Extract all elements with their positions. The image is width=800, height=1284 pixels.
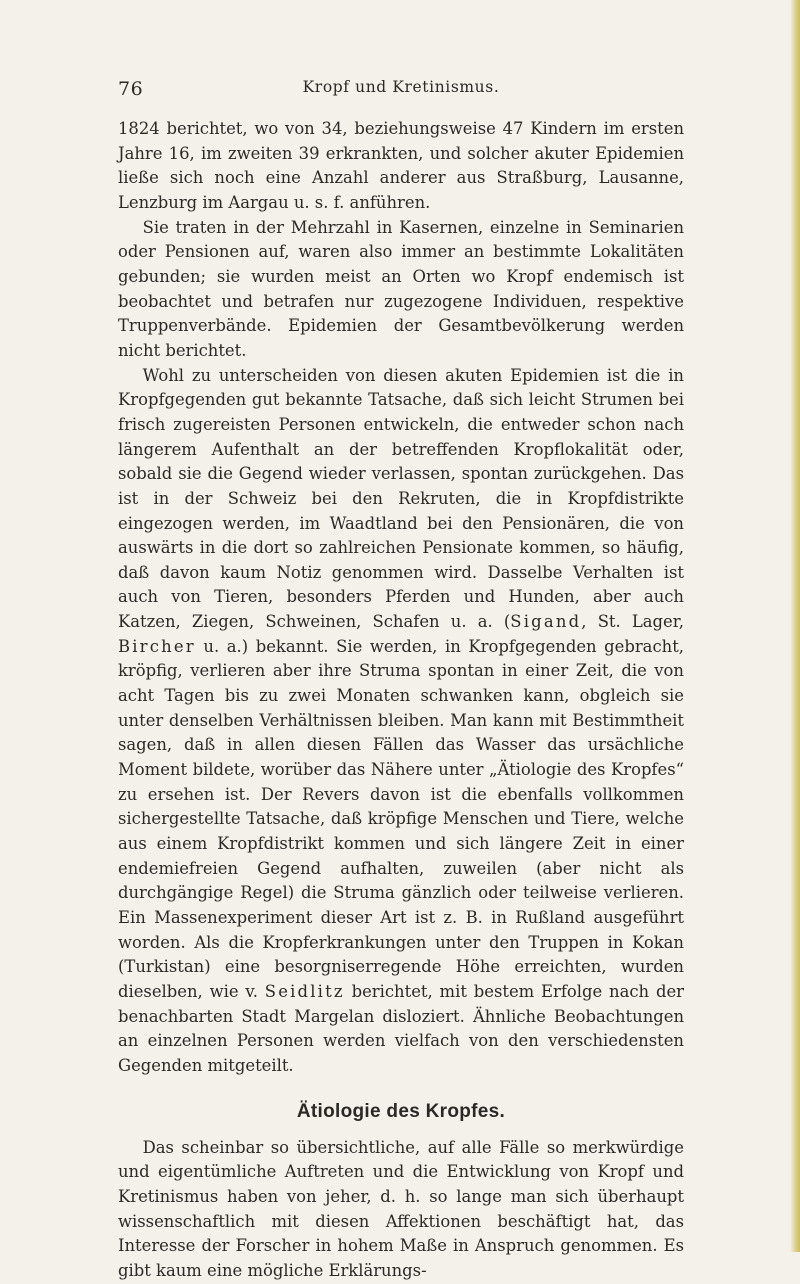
author-name-bircher: Bircher [118, 636, 196, 656]
paragraph-2: Sie traten in der Mehrzahl in Kasernen, einzelne in Seminarien oder Pensionen auf, waren also immer an bestimmte Lokalitäten gebunden; sie wurden meist an Orten wo Kropf endemisch ist beobachtet und betrafen nur zugezogene Individuen, respektive Truppenverbände. Epidemien der Gesamtbevölkerung werden nicht berichtet. [118, 217, 684, 360]
author-name-seidlitz: Seidlitz [264, 981, 345, 1001]
page-number: 76 [118, 78, 144, 100]
page-header [118, 78, 684, 102]
author-name-st-lager: St. Lager [597, 612, 679, 632]
paragraph-3-text-1: Wohl zu unterscheiden von diesen akuten Epidemien ist die in Kropfgegenden gut bekannte Tatsache, daß sich leicht Strumen bei frisch zugereisten Personen entwickeln, die entweder schon nach längerem Aufenthalt an der betreffenden Kropflokalität oder, sobald sie die Gegend wieder verlassen, spontan zurückgehen. Das ist in der Schweiz bei den Rekruten, die in Kropfdistrikte eingezogen werden, im Waadtland bei den Pensionären, die von auswärts in die dort so zahlreichen Pensionate kommen, so häufig, daß davon kaum Notiz genommen wird. Dasselbe Verhalten ist auch von Tieren, besonders Pferden und Hunden, aber auch Katzen, Ziegen, Schweinen, Schafen u. a. ( [118, 365, 684, 632]
paragraph-3-text-2: , [581, 612, 598, 632]
running-head: Kropf und Kretinismus. [302, 78, 500, 96]
paragraph-4: Das scheinbar so übersichtliche, auf alle Fälle so merkwürdige und eigentümliche Auftreten und die Entwicklung von Kropf und Kretinismus haben von jeher, d. h. so lange man sich überhaupt wissenschaftlich mit diesen Affektionen beschäftigt hat, das Interesse der Forscher in hohem Maße in Anspruch genommen. Es gibt kaum eine mögliche Erklärungs- [118, 1137, 684, 1280]
paragraph-3-text-4: u. a.) bekannt. Sie werden, in Kropfgegenden gebracht, kröpfig, verlieren aber ihre Struma spontan in einer Zeit, die von acht Tagen bis zu zwei Monaten schwanken kann, obgleich sie unter denselben Verhältnissen bleiben. Man kann mit Bestimmtheit sagen, daß in allen diesen Fällen das Wasser das ursächliche Moment bildete, worüber das Nähere unter „Ätiologie des Kropfes“ zu ersehen ist. Der Revers davon ist die ebenfalls vollkommen sichergestellte Tatsache, daß kröpfige Menschen und Tiere, welche aus einem Kropfdistrikt kommen und sich längere Zeit in einer endemiefreien Gegend aufhalten, zuweilen (aber nicht als durchgängige Regel) die Struma gänzlich oder teilweise verlieren. Ein Massenexperiment dieser Art ist z. B. in Rußland ausgeführt worden. Als die Kropferkrankungen unter den Truppen in Kokan (Turkistan) eine besorgniserregende Höhe erreichten, wurden dieselben, wie v. [118, 636, 684, 1001]
paragraph-3-text-5: berichtet, mit bestem Erfolge nach der benachbarten Stadt Margelan disloziert. Ähnliche Beobachtungen an einzelnen Personen werden vielfach von den verschiedensten Gegenden mitgeteilt. [118, 981, 684, 1075]
paragraph-3 [118, 364, 684, 1079]
page-edge-shadow [790, 0, 800, 1252]
section-heading: Ätiologie des Kropfes. [296, 1100, 506, 1122]
author-name-sigand: Sigand [510, 612, 582, 632]
body-text [118, 117, 684, 1284]
paragraph-3-text-3: , [678, 612, 685, 632]
paragraph-1: 1824 berichtet, wo von 34, beziehungsweise 47 Kindern im ersten Jahre 16, im zweiten 39 erkrankten, und solcher akuter Epidemien ließe sich noch eine Anzahl anderer aus Straßburg, Lausanne, Lenzburg im Aargau u. s. f. anführen. [118, 119, 684, 212]
